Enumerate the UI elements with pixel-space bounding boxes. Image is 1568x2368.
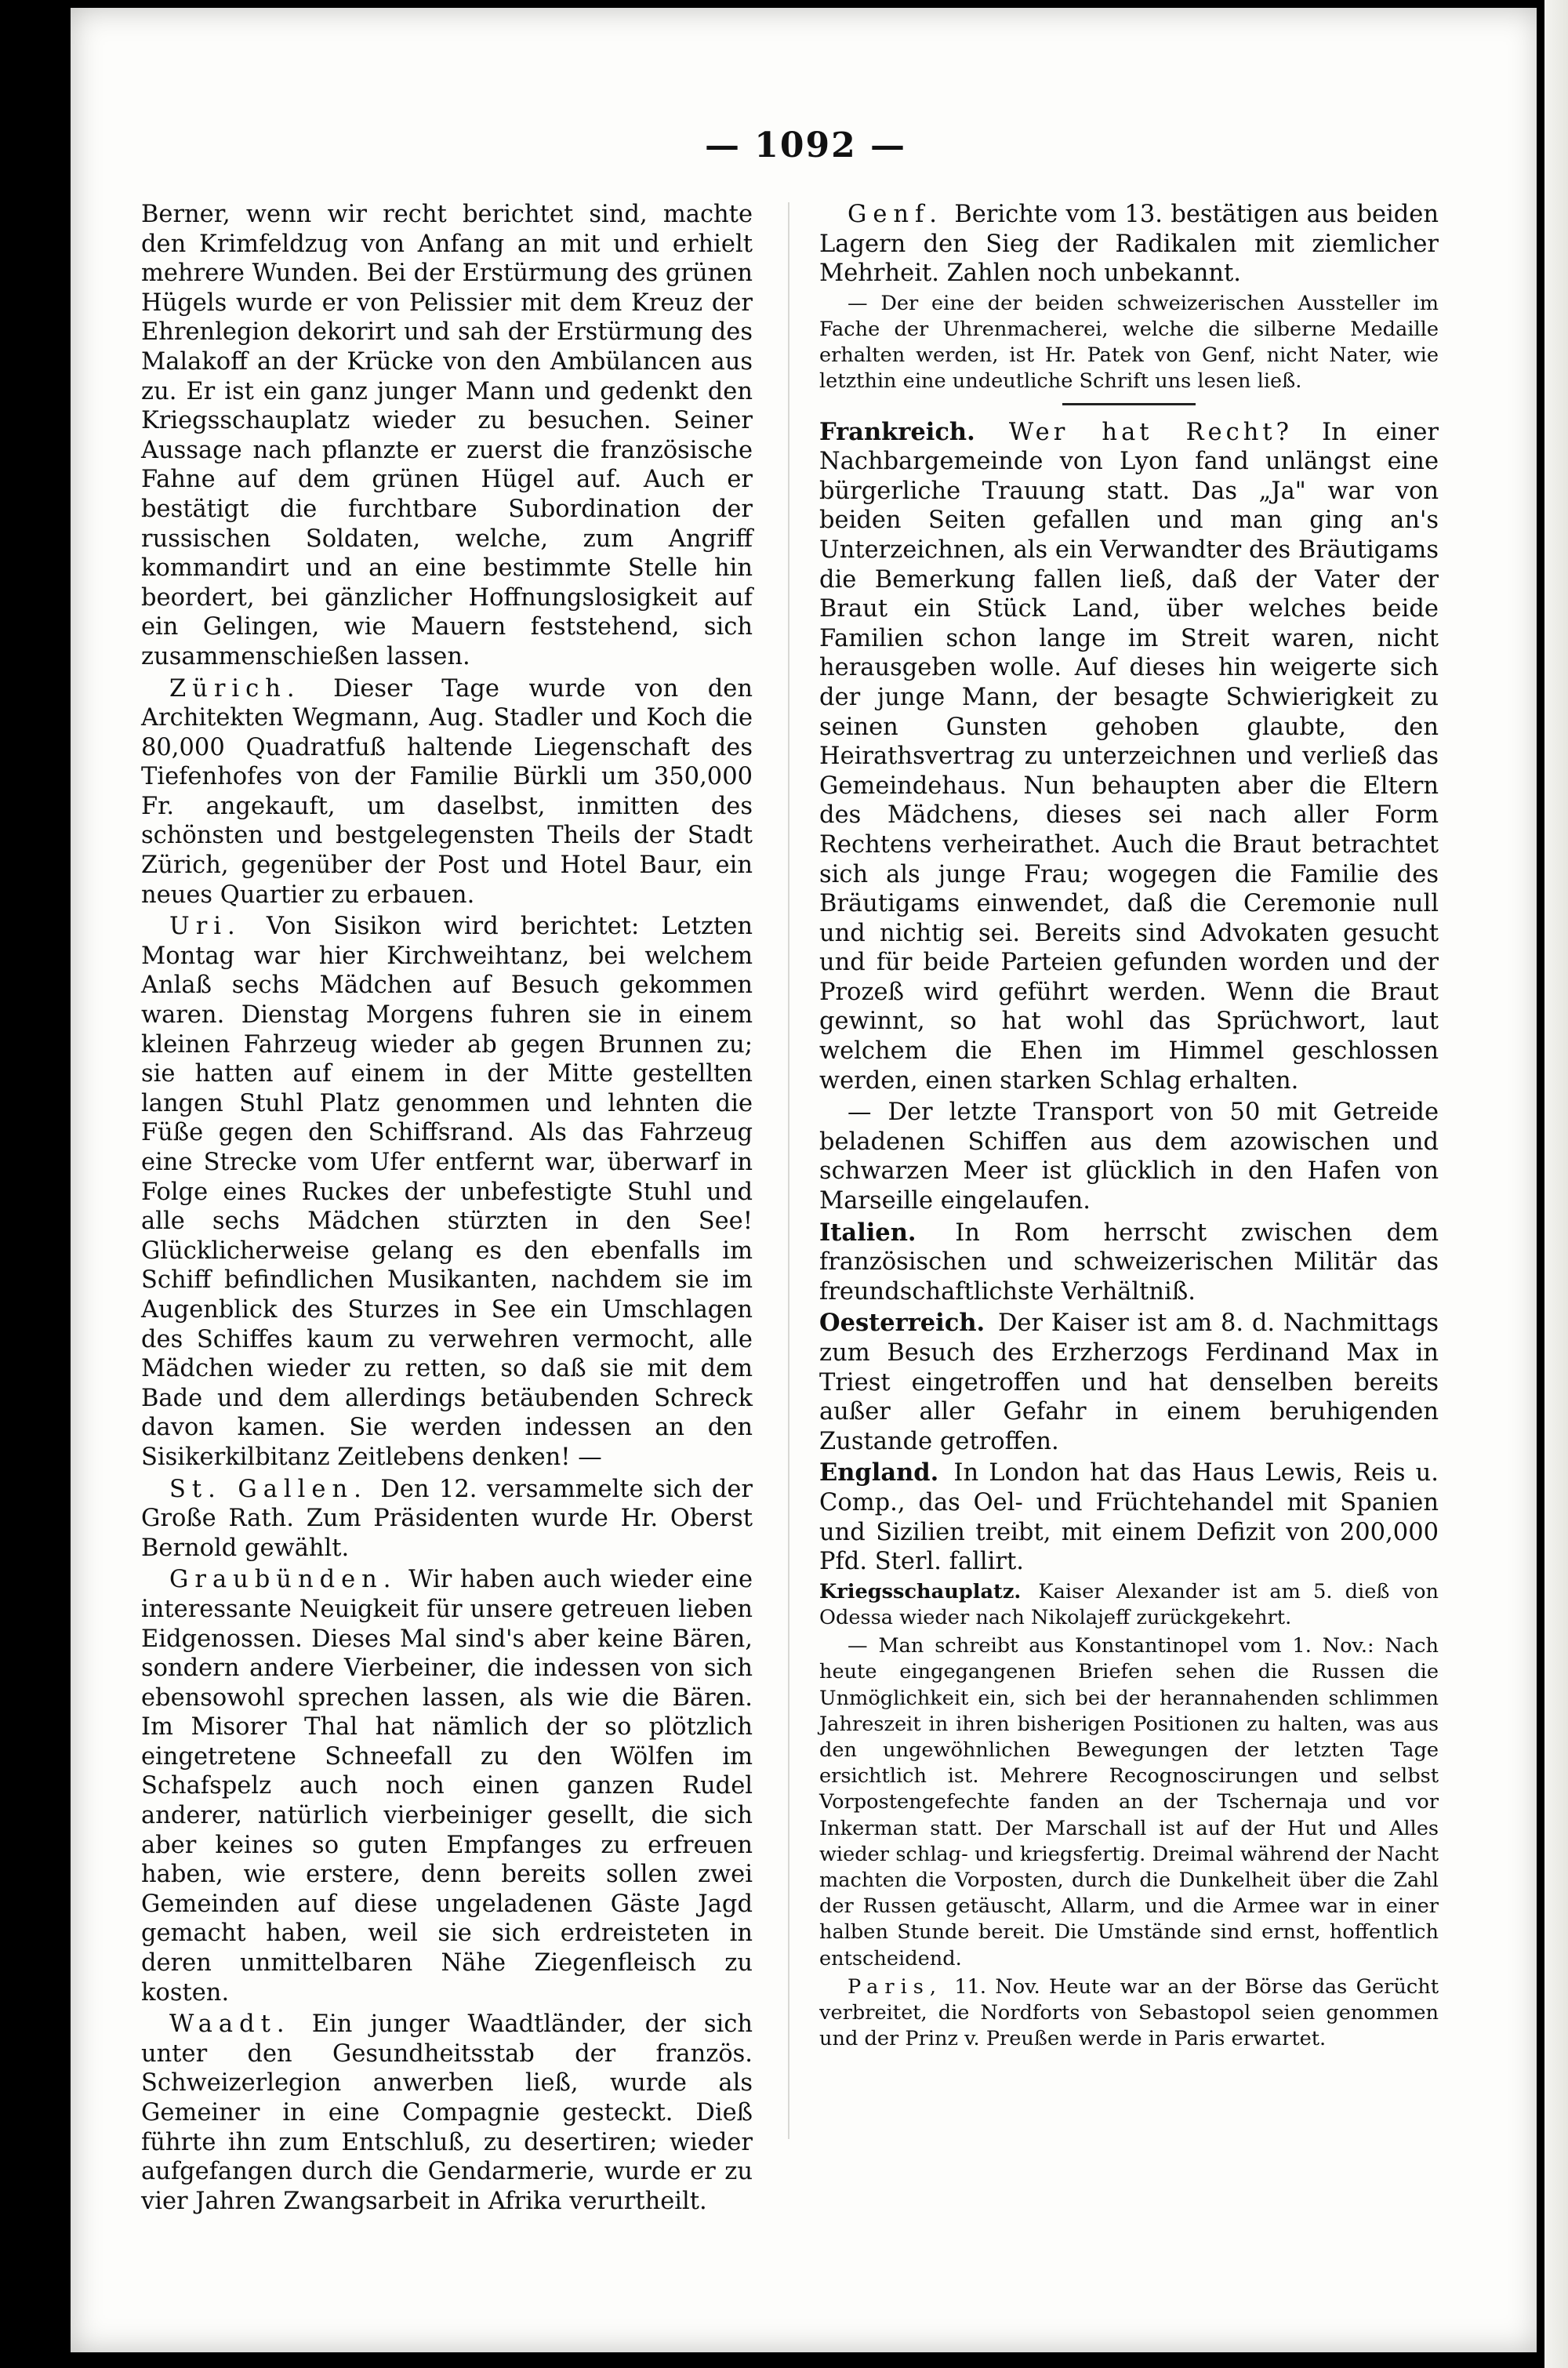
country-heading: Italien.: [819, 1218, 916, 1247]
article-paris: Paris, 11. Nov. Heute war an der Börse das Gerücht verbreitet, die Nordforts von Sebastopol seien genommen und der Prinz v. Preußen werde in Paris erwartet.: [819, 1974, 1439, 2051]
country-heading: England.: [819, 1458, 939, 1487]
scan-border: [0, 0, 71, 2368]
place-heading: Paris,: [848, 1974, 943, 1999]
article-uri: Uri. Von Sisikon wird berichtet: Letzten Montag war hier Kirchweihtanz, bei welchem Anlaß sechs Mädchen auf Besuch gekommen waren. Dienstag Morgens fuhren sie in einem kleinen Fahrzeug wieder ab gegen Brunnen zu; sie hatten auf einem in der Mitte gestellten langen Stuhl Platz genommen und lehnten die Füße gegen den Schiffsrand. Als das Fahrzeug eine Strecke vom Ufer entfernt war, überwarf in Folge eines Ruckes der unbefestigte Stuhl und alle sechs Mädchen stürzten in den See! Glücklicherweise gelang es den ebenfalls im Schiff befindlichen Musikanten, nachdem sie im Augenblick des Sturzes in See ein Umschlagen des Schiffes kaum zu verwehren vermocht, alle Mädchen wieder zu retten, so daß sie mit dem Bade und dem allerdings betäubenden Schreck davon kamen. Sie werden indessen an den Sisikerkilbitanz Zeitlebens denken! —: [141, 913, 753, 1471]
country-heading: Kriegsschauplatz.: [819, 1579, 1022, 1603]
country-heading: Oesterreich.: [819, 1309, 985, 1338]
page-number: — 1092 —: [704, 125, 907, 165]
article-waadt: Waadt. Ein junger Waadtländer, der sich unter den Gesundheitsstab der französ. Schweizerlegion anwerben ließ, wurde als Gemeiner in eine Compagnie gesteckt. Dieß führte ihn zum Entschluß, zu desertiren; wieder aufgefangen durch die Gendarmerie, wurde er zu vier Jahren Zwangsarbeit in Afrika verurtheilt.: [141, 2010, 753, 2215]
place-heading: St. Gallen.: [169, 1475, 368, 1503]
article-st-gallen: St. Gallen. Den 12. versammelte sich der Große Rath. Zum Präsidenten wurde Hr. Oberst Bernold gewählt.: [141, 1475, 753, 1562]
article-genf: Genf. Berichte vom 13. bestätigen aus beiden Lagern den Sieg der Radikalen mit ziemlicher Mehrheit. Zahlen noch unbekannt.: [819, 201, 1439, 288]
article-subheading: Wer hat Recht?: [1008, 418, 1293, 446]
article-kriegsschauplatz: Kriegsschauplatz. Kaiser Alexander ist am 5. dieß von Odessa wieder nach Nikolajeff zurückgekehrt.: [819, 1579, 1439, 1629]
next-page-edge: [1537, 0, 1568, 2368]
article-berner: Berner, wenn wir recht berichtet sind, machte den Krimfeldzug von Anfang an mit und erhielt mehrere Wunden. Bei der Erstürmung des grünen Hügels wurde er von Pelissier mit dem Kreuz der Ehrenlegion dekorirt und sah der Erstürmung des Malakoff an der Krücke von den Ambülancen aus zu. Er ist ein ganz junger Mann und gedenkt den Kriegsschauplatz wieder zu besuchen. Seiner Aussage nach pflanzte er zuerst die französische Fahne auf dem grünen Hügel auf. Auch er bestätigt die furchtbare Subordination der russischen Soldaten, welche, zum Angriff kommandirt und an eine bestimmte Stelle hin beordert, bei gänzlicher Hoffnungslosigkeit auf ein Gelingen, wie Mauern feststehend, sich zusammenschießen lassen.: [141, 201, 753, 670]
article-frankreich: Frankreich. Wer hat Recht? In einer Nachbargemeinde von Lyon fand unlängst eine bürgerliche Trauung statt. Das „Ja" war von beiden Seiten gefallen und man ging an's Unterzeichnen, als ein Verwandter des Bräutigams die Bemerkung fallen ließ, daß der Vater der Braut ein Stück Land, über welches beide Familien schon lange im Streit waren, nicht herausgeben wolle. Auf dieses hin weigerte sich der junge Mann, der besagte Schwierigkeit zu seinen Gunsten gehoben glaubte, den Heirathsvertrag zu unterzeichnen und verließ das Gemeindehaus. Nun behaupten aber die Eltern des Mädchens, dieses sei nach aller Form Rechtens verheirathet. Auch die Braut betrachtet sich als junge Frau; wogegen die Familie des Bräutigams einwendet, daß die Ceremonie null und nichtig sei. Bereits sind Advokaten gesucht und für beide Parteien gefunden worden und der Prozeß wird geführt werden. Wenn die Braut gewinnt, so hat wohl das Sprüchwort, laut welchem die Ehen im Himmel geschlossen werden, einen starken Schlag erhalten.: [819, 417, 1439, 1095]
place-heading: Waadt.: [169, 2010, 291, 2039]
section-rule: [1062, 403, 1196, 405]
place-heading: Graubünden.: [169, 1566, 397, 1594]
newspaper-page: [71, 8, 1541, 2352]
right-column: [819, 200, 1439, 2054]
article-zuerich: Zürich. Dieser Tage wurde von den Architekten Wegmann, Aug. Stadler und Koch die 80,000 Quadratfuß haltende Liegenschaft des Tiefenhofes von der Familie Bürkli um 350,000 Fr. angekauft, um daselbst, inmitten des schönsten und bestgelegensten Theils der Stadt Zürich, gegenüber der Post und Hotel Baur, ein neues Quartier zu erbauen.: [141, 674, 753, 909]
column-divider: [788, 202, 789, 2139]
article-oesterreich: Oesterreich. Der Kaiser ist am 8. d. Nachmittags zum Besuch des Erzherzogs Ferdinand Max in Triest eingetroffen und hat denselben bereits außer aller Gefahr in einem beruhigenden Zustande getroffen.: [819, 1309, 1439, 1455]
article-italien: Italien. In Rom herrscht zwischen dem französischen und schweizerischen Militär das freundschaftlichste Verhältniß.: [819, 1218, 1439, 1306]
article-konstantinopel: — Man schreibt aus Konstantinopel vom 1. Nov.: Nach heute eingegangenen Briefen sehen die Russen die Unmöglichkeit ein, sich bei der herannahenden schlimmen Jahreszeit in ihren bisherigen Positionen zu halten, was aus den ungewöhnlichen Bewegungen der letzten Tage ersichtlich ist. Mehrere Recognoscirungen und selbst Vorpostengefechte fanden an der Tschernaja und vor Inkerman statt. Der Marschall ist auf der Hut und Alles wieder schlag- und kriegsfertig. Dreimal während der Nacht machten die Vorposten, durch die Dunkelheit über die Zahl der Russen getäuscht, Allarm, und die Armee war in einer halben Stunde bereit. Die Umstände sind ernst, hoffentlich entscheidend.: [819, 1634, 1439, 1970]
article-transport: — Der letzte Transport von 50 mit Getreide beladenen Schiffen aus dem azowischen und schwarzen Meer ist glücklich in den Hafen von Marseille eingelaufen.: [819, 1099, 1439, 1215]
place-heading: Uri.: [169, 913, 241, 941]
place-heading: Zürich.: [169, 674, 301, 703]
place-heading: Genf.: [848, 201, 943, 228]
note-genf: — Der eine der beiden schweizerischen Aussteller im Fache der Uhrenmacherei, welche die silberne Medaille erhalten werden, ist Hr. Patek von Genf, nicht Nater, wie letzthin eine undeutliche Schrift uns lesen ließ.: [819, 291, 1439, 394]
left-column: [141, 200, 753, 2218]
article-england: England. In London hat das Haus Lewis, Reis u. Comp., das Oel- und Früchtehandel mit Spanien und Sizilien treibt, mit einem Defizit von 200,000 Pfd. Sterl. fallirt.: [819, 1458, 1439, 1576]
article-graubuenden: Graubünden. Wir haben auch wieder eine interessante Neuigkeit für unsere getreuen lieben Eidgenossen. Dieses Mal sind's aber keine Bären, sondern andere Vierbeiner, die indessen von sich ebensowohl sprechen lassen, als wie die Bären. Im Misorer Thal hat nämlich der so plötzlich eingetretene Schneefall zu den Wölfen im Schafspelz auch noch einen ganzen Rudel anderer, natürlich vierbeiniger gesellt, die sich aber keines so guten Empfanges zu erfreuen haben, wie erstere, denn bereits sollen zwei Gemeinden auf diese ungeladenen Gäste Jagd gemacht haben, weil sie sich erdreisteten in deren unmittelbaren Nähe Ziegenfleisch zu kosten.: [141, 1566, 753, 2007]
country-heading: Frankreich.: [819, 417, 975, 446]
